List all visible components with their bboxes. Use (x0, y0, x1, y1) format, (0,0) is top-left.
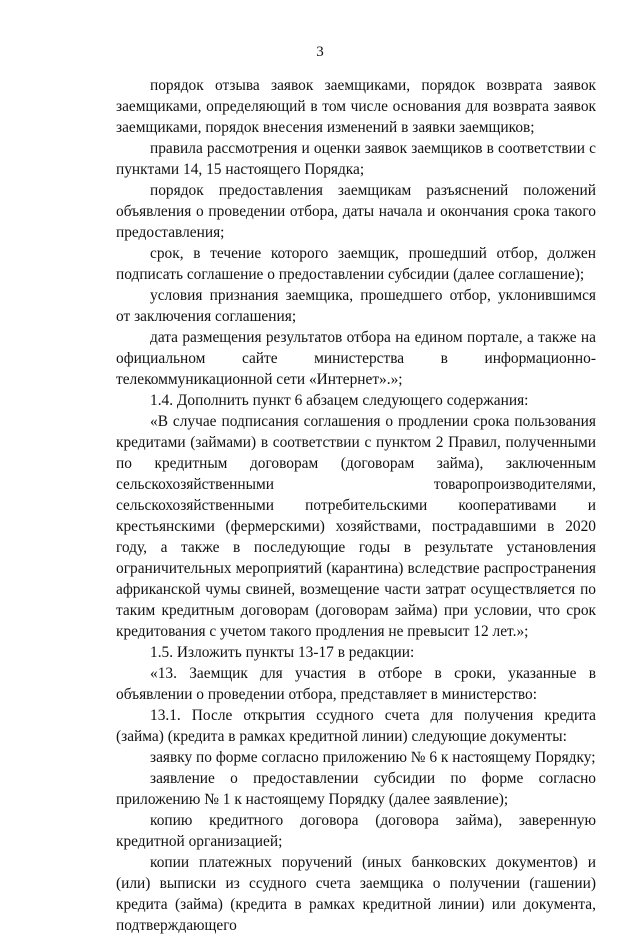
paragraph: заявление о предоставлении субсидии по форме согласно приложению № 1 к настоящему Порядку (далее заявление); (116, 770, 596, 808)
paragraph: 13.1. После открытия ссудного счета для получения кредита (займа) (кредита в рамках кредитной линии) следующие документы: (116, 707, 596, 745)
paragraph: условия признания заемщика, прошедшего отбор, уклонившимся от заключения соглашения; (116, 287, 596, 325)
paragraph: срок, в течение которого заемщик, прошедший отбор, должен подписать соглашение о предоставлении субсидии (далее соглашение); (116, 245, 596, 283)
page-number: 3 (316, 44, 324, 60)
paragraph: дата размещения результатов отбора на едином портале, а также на официальном сайте министерства в информационно-телекоммуникационной сети «Интернет».»; (116, 329, 596, 388)
paragraph: 1.4. Дополнить пункт 6 абзацем следующего содержания: (150, 392, 529, 409)
paragraph: правила рассмотрения и оценки заявок заемщиков в соответствии с пунктами 14, 15 настоящего Порядка; (116, 140, 596, 178)
paragraph: копии платежных поручений (иных банковских документов) и (или) выписки из ссудного счета заемщика о получении (гашении) кредита (займа) (кредита в рамках кредитной линии) или документа, подтверждающего (116, 854, 596, 934)
document-body (116, 75, 596, 936)
paragraph: 1.5. Изложить пункты 13-17 в редакции: (150, 644, 415, 661)
paragraph: «В случае подписания соглашения о продлении срока пользования кредитами (займами) в соответствии с пунктом 2 Правил, полученными по кредитным договорам (договорам займа), заключенным сельскохозяйственными товаропроизводителями, сельскохозяйственными потребительскими кооперативами и крестьянскими (фермерскими) хозяйствами, пострадавшими в 2020 году, а также в последующие годы в результате установления ограничительных мероприятий (карантина) вследствие распространения африканской чумы свиней, возмещение части затрат осуществляется по таким кредитным договорам (договорам займа) при условии, что срок кредитования с учетом такого продления не превысит 12 лет.»; (116, 413, 596, 640)
paragraph: порядок предоставления заемщикам разъяснений положений объявления о проведении отбора, даты начала и окончания срока такого предоставления; (116, 182, 596, 241)
paragraph: заявку по форме согласно приложению № 6 к настоящему Порядку; (150, 749, 596, 766)
paragraph: порядок отзыва заявок заемщиками, порядок возврата заявок заемщиками, определяющий в том числе основания для возврата заявок заемщиками, порядок внесения изменений в заявки заемщиков; (116, 77, 596, 136)
paragraph: «13. Заемщик для участия в отборе в сроки, указанные в объявлении о проведении отбора, представляет в министерство: (116, 665, 596, 703)
paragraph: копию кредитного договора (договора займа), заверенную кредитной организацией; (116, 812, 596, 850)
